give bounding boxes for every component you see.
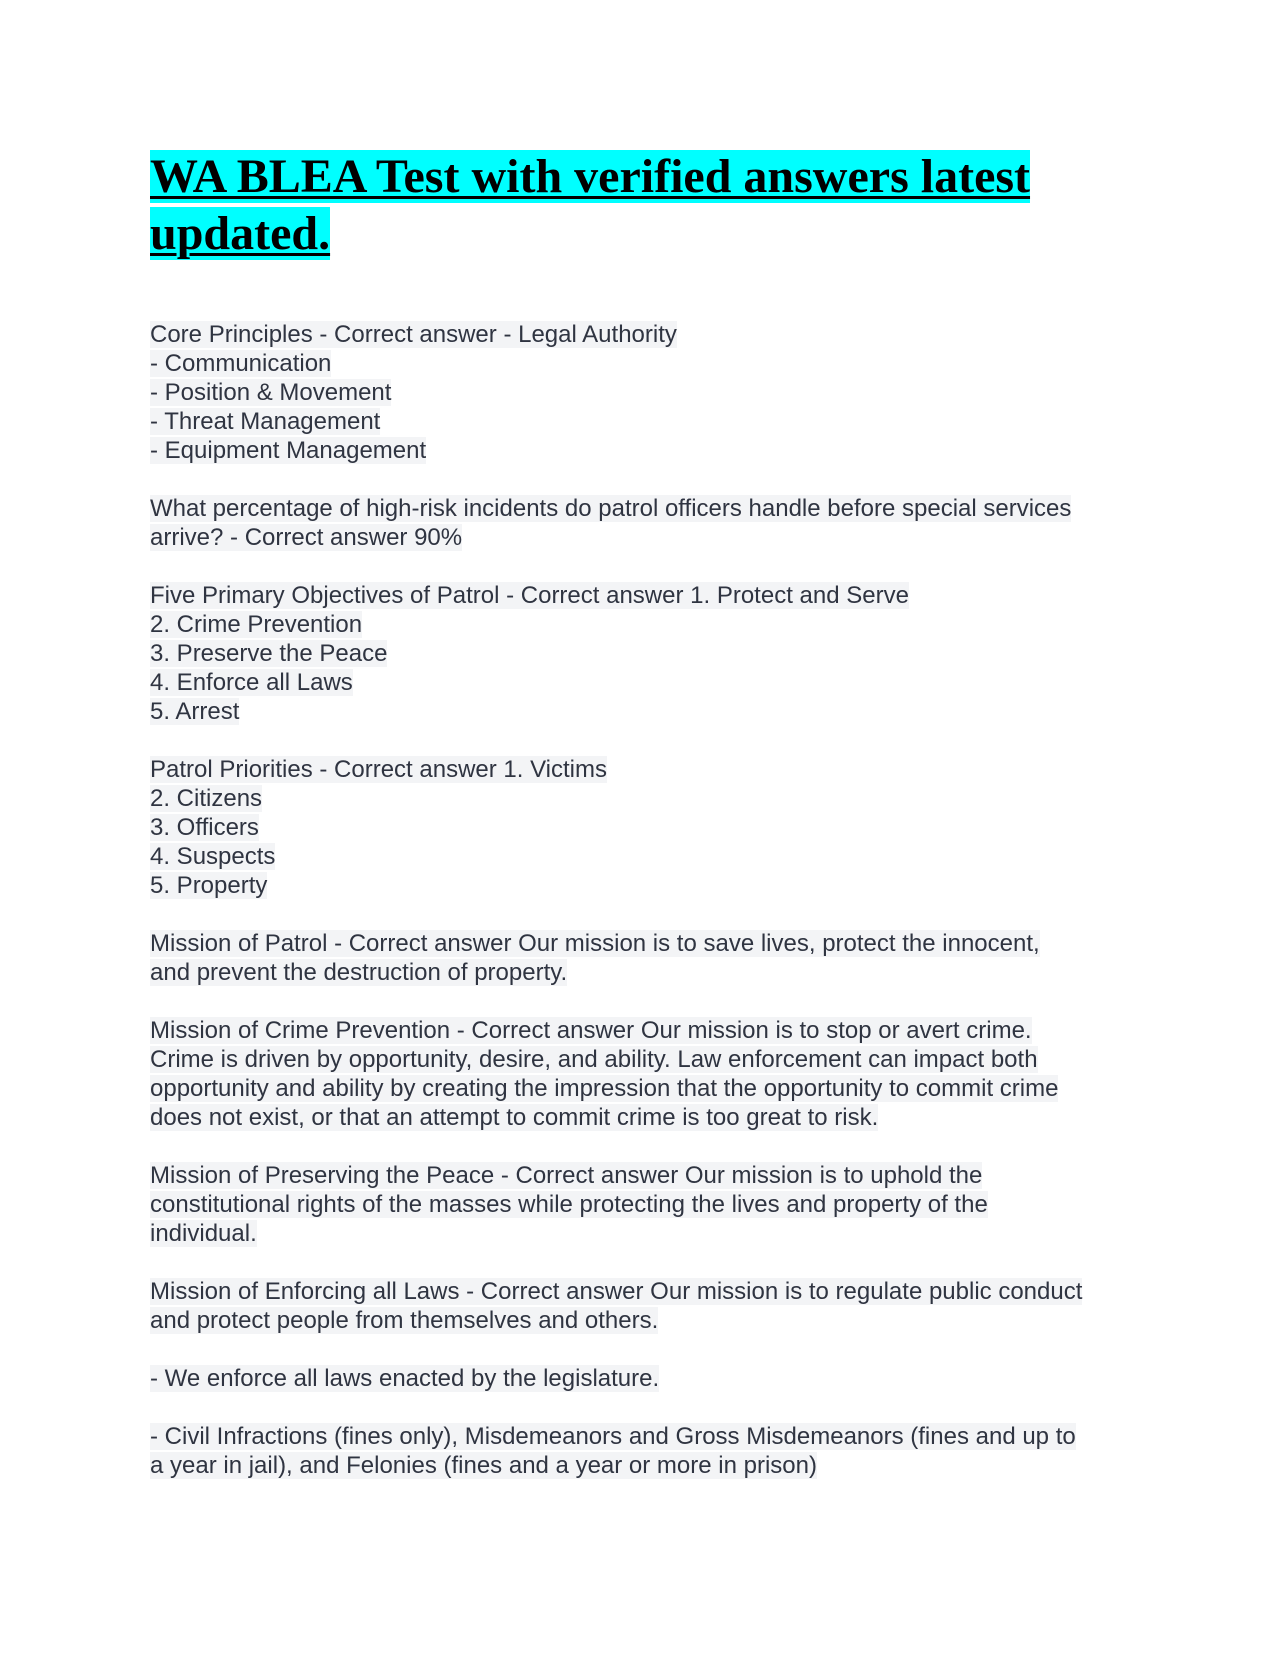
text-line: Mission of Preserving the Peace - Correct answer Our mission is to uphold the — [150, 1162, 983, 1189]
text-line: - Civil Infractions (fines only), Misdemeanors and Gross Misdemeanors (fines and up to — [150, 1423, 1076, 1450]
text-line: and protect people from themselves and others. — [150, 1307, 659, 1334]
qa-paragraph — [150, 494, 1140, 552]
text-line: 3. Preserve the Peace — [150, 640, 388, 667]
text-line: 5. Property — [150, 872, 268, 899]
qa-paragraph — [150, 929, 1140, 987]
title-line-2: updated. — [150, 207, 331, 260]
qa-paragraph — [150, 1016, 1140, 1132]
text-line: 2. Crime Prevention — [150, 611, 363, 638]
text-line: Mission of Crime Prevention - Correct answer Our mission is to stop or avert crime. — [150, 1017, 1032, 1044]
text-line: Five Primary Objectives of Patrol - Correct answer 1. Protect and Serve — [150, 582, 909, 609]
text-line: Mission of Patrol - Correct answer Our mission is to save lives, protect the innocent, — [150, 930, 1040, 957]
text-line: 3. Officers — [150, 814, 259, 841]
qa-paragraph — [150, 755, 1140, 900]
text-line: Patrol Priorities - Correct answer 1. Victims — [150, 756, 608, 783]
text-line: a year in jail), and Felonies (fines and a year or more in prison) — [150, 1452, 817, 1479]
title-line-1: WA BLEA Test with verified answers latest — [150, 150, 1031, 203]
text-line: Mission of Enforcing all Laws - Correct answer Our mission is to regulate public conduct — [150, 1278, 1083, 1305]
qa-paragraph — [150, 1364, 1140, 1393]
text-line: does not exist, or that an attempt to commit crime is too great to risk. — [150, 1104, 879, 1131]
text-line: Crime is driven by opportunity, desire, and ability. Law enforcement can impact both — [150, 1046, 1038, 1073]
qa-paragraph — [150, 581, 1140, 726]
qa-paragraph — [150, 1422, 1140, 1480]
text-line: 4. Suspects — [150, 843, 276, 870]
text-line: 5. Arrest — [150, 698, 240, 725]
text-line: 4. Enforce all Laws — [150, 669, 353, 696]
document-body — [150, 320, 1140, 1480]
text-line: opportunity and ability by creating the impression that the opportunity to commit crime — [150, 1075, 1059, 1102]
qa-paragraph — [150, 1277, 1140, 1335]
text-line: 2. Citizens — [150, 785, 263, 812]
text-line: individual. — [150, 1220, 257, 1247]
text-line: - Position & Movement — [150, 379, 392, 406]
text-line: - Equipment Management — [150, 437, 427, 464]
text-line: - We enforce all laws enacted by the legislature. — [150, 1365, 660, 1392]
text-line: What percentage of high-risk incidents do patrol officers handle before special services — [150, 495, 1072, 522]
text-line: arrive? - Correct answer 90% — [150, 524, 463, 551]
qa-paragraph — [150, 1161, 1140, 1248]
qa-paragraph — [150, 320, 1140, 465]
document-page — [150, 148, 1140, 1509]
text-line: constitutional rights of the masses while protecting the lives and property of the — [150, 1191, 988, 1218]
document-title — [150, 148, 1140, 262]
text-line: and prevent the destruction of property. — [150, 959, 568, 986]
text-line: - Communication — [150, 350, 332, 377]
text-line: - Threat Management — [150, 408, 381, 435]
text-line: Core Principles - Correct answer - Legal Authority — [150, 321, 677, 348]
